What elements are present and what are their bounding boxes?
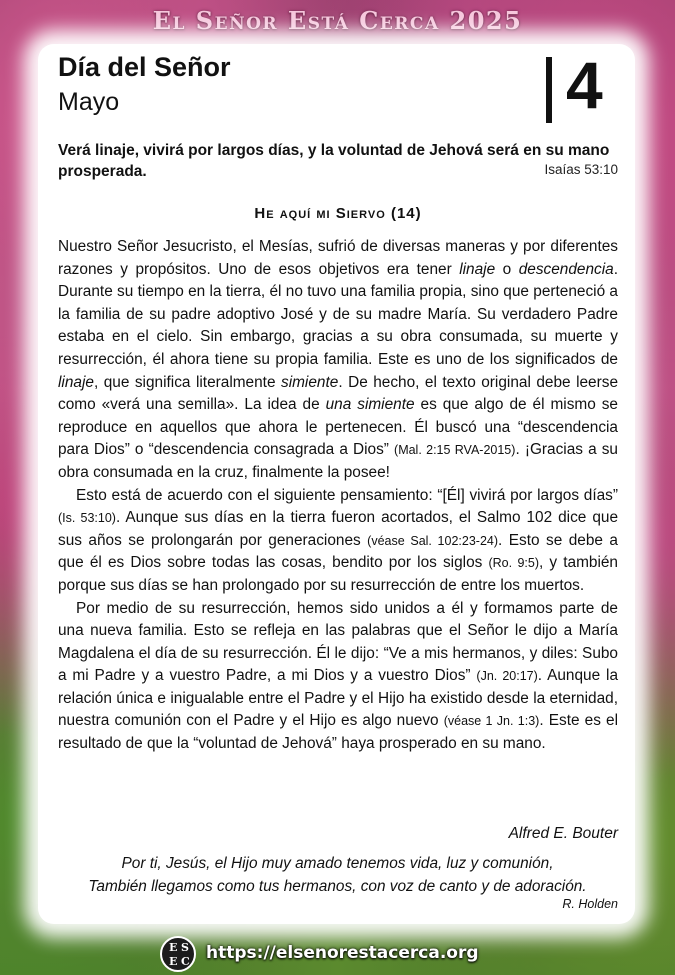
verse-reference: Isaías 53:10: [544, 162, 618, 177]
month-label: Mayo: [58, 88, 120, 116]
paragraph-3: Por medio de su resurrección, hemos sido unidos a él y formamos parte de una nueva familia. Esto se refleja en las palabras que el Señor le dijo a María Magdalena el día de su resurrección. Él le dijo: “Ve a mis hermanos, y diles: Subo a mi Padre y a vuestro Padre, a mi Dios y a vuestro Dios” (Jn. 20:17). Aunque la relación única e inigualable entre el Padre y el Hijo ha existido desde la eternidad, nuestra comunión con el Padre y el Hijo es algo nuevo (véase 1 Jn. 1:3). Este es el resultado de que la “voluntad de Jehová” haya prosperado en su mano.: [58, 599, 619, 753]
daily-verse: Verá linaje, vivirá por largos días, y la voluntad de Jehová será en su mano prosperada.: [58, 142, 610, 180]
esec-logo-icon: E S E C: [160, 936, 196, 972]
scripture-reference: (véase Sal. 102:23-24): [367, 533, 499, 548]
day-number: 4: [566, 48, 603, 122]
header-title: El Señor Está Cerca 2025: [152, 6, 523, 35]
scripture-reference: (Mal. 2:15 RVA-2015): [394, 443, 516, 458]
weekday-title: Día del Señor: [58, 52, 231, 82]
scripture-reference: (Jn. 20:17): [476, 669, 538, 684]
devotional-body: [58, 236, 618, 756]
author-name: Alfred E. Bouter: [508, 825, 618, 842]
paragraph-1: Nuestro Señor Jesucristo, el Mesías, sufrió de diversas maneras y por diferentes razones y propósitos. Uno de esos objetivos era tener linaje o descendencia. Durante su tiempo en la tierra, él no tuvo una familia propia, sino que perteneció a la familia de su padre adoptivo José y de su madre María. Su verdadero Padre estaba en el cielo. Sin embargo, gracias a su obra consumada, su muerte y resurrección, él ahora tiene su propia familia. Este es uno de los significados de linaje, que significa literalmente simiente. De hecho, el texto original debe leerse como «verá una semilla». La idea de una simiente es que algo de él mismo se reproduce en aquellos que ahora le pertenecen. Él buscó una “descendencia para Dios” o “descendencia consagrada a Dios” (Mal. 2:15 RVA-2015). ¡Gracias a su obra consumada en la cruz, finalmente la posee!: [58, 238, 618, 481]
scripture-reference: (Is. 53:10): [58, 511, 116, 526]
date-divider: [546, 57, 552, 123]
poem-line-2: También llegamos como tus hermanos, con voz de canto y de adoración.: [88, 878, 587, 895]
section-title: He aquí mi Siervo (14): [254, 205, 422, 222]
scripture-reference: (Ro. 9:5): [488, 556, 539, 571]
poem-author: R. Holden: [562, 897, 618, 911]
poem-line-1: Por ti, Jesús, el Hijo muy amado tenemos vida, luz y comunión,: [121, 855, 554, 872]
scripture-reference: (véase 1 Jn. 1:3): [443, 714, 540, 729]
closing-poem: [50, 852, 625, 898]
website-link[interactable]: https://elsenorestacerca.org: [206, 943, 479, 963]
paragraph-2: Esto está de acuerdo con el siguiente pensamiento: “[Él] vivirá por largos días” (Is. 53:10). Aunque sus días en la tierra fueron acortados, el Salmo 102 dice que sus años se prolongarán por generaciones (véase Sal. 102:23-24). Esto se debe a que él es Dios sobre todas las cosas, bendito por los siglos (Ro. 9:5), y también porque sus días se han prolongado por su resurrección de entre los muertos.: [58, 486, 619, 594]
footer: [0, 936, 675, 972]
